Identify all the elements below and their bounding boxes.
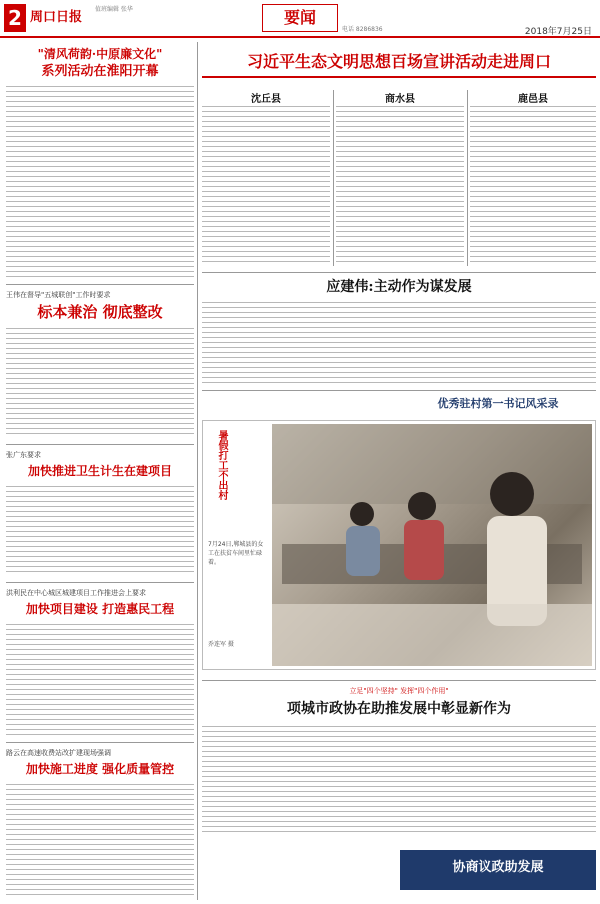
article2-body [6,328,194,438]
photo-banner-title: 优秀驻村第一书记风采录 [437,397,559,410]
article5-kicker: 路云在高速收费站改扩建现场强调 [6,749,111,757]
article4-kicker: 洪利民在中心城区城建项目工作推进会上要求 [6,589,146,597]
county-luyi: 鹿邑县 [518,94,548,105]
photo-caption: 7月24日,郸城县的女工在扶贫车间里忙碌着。 [208,541,264,566]
xiangcheng-headline: 项城市政协在助推发展中彰显新作为 [287,701,511,717]
paper-logo: 周口日报 [30,10,83,25]
page-number: 2 [4,4,26,32]
ying-body [202,302,596,384]
photographer: 乔连军 摄 [208,641,234,648]
county-shangshui-body [336,106,464,266]
footer-banner: 协商议政助发展 [400,850,596,890]
article3-body [6,486,194,576]
county-shangshui: 商水县 [385,94,415,105]
article3-headline: 加快推进卫生计生在建项目 [27,464,172,478]
divider [467,90,468,266]
divider [202,272,596,273]
article2-headline: 标本兼治 彻底整改 [37,303,163,321]
article5-headline: 加快施工进度 强化质量管控 [25,762,175,776]
xiangcheng-body [202,726,596,834]
article1-headline-line2: 系列活动在淮阳开幕 [41,64,159,79]
photo-vertical-title: 暑假打工不出村 [216,430,227,500]
article4-headline: 加快项目建设 打造惠民工程 [25,602,175,616]
xiangcheng-kicker: 立足"四个坚持" 发挥"四个作用" [349,687,449,695]
column-divider [197,42,198,900]
divider [202,390,596,391]
workers-illustration [272,424,592,666]
article3-kicker: 张广东要求 [6,451,41,459]
county-shenqiu-body [202,106,330,266]
article1-headline-line1: "清风荷韵·中原廉文化" [37,47,163,61]
divider [6,284,194,285]
article4-body [6,624,194,736]
factory-photo [272,424,592,666]
article1-body [6,86,194,278]
divider [6,444,194,445]
county-luyi-body [470,106,596,266]
divider [6,742,194,743]
issue-date: 2018年7月25日 [524,27,592,37]
article5-body [6,784,194,896]
divider [333,90,334,266]
divider [202,680,596,681]
section-tag: 电话 8286836 [342,26,383,33]
lead-headline: 习近平生态文明思想百场宣讲活动走进周口 [202,48,596,78]
ying-headline: 应建伟:主动作为谋发展 [326,279,472,295]
county-shenqiu: 沈丘县 [251,94,281,105]
divider [6,582,194,583]
editor-line: 值班编辑 张华 [95,6,133,13]
article2-kicker: 王伟在督导"五城联创"工作时要求 [6,291,111,299]
section-title: 要闻 [262,4,338,32]
